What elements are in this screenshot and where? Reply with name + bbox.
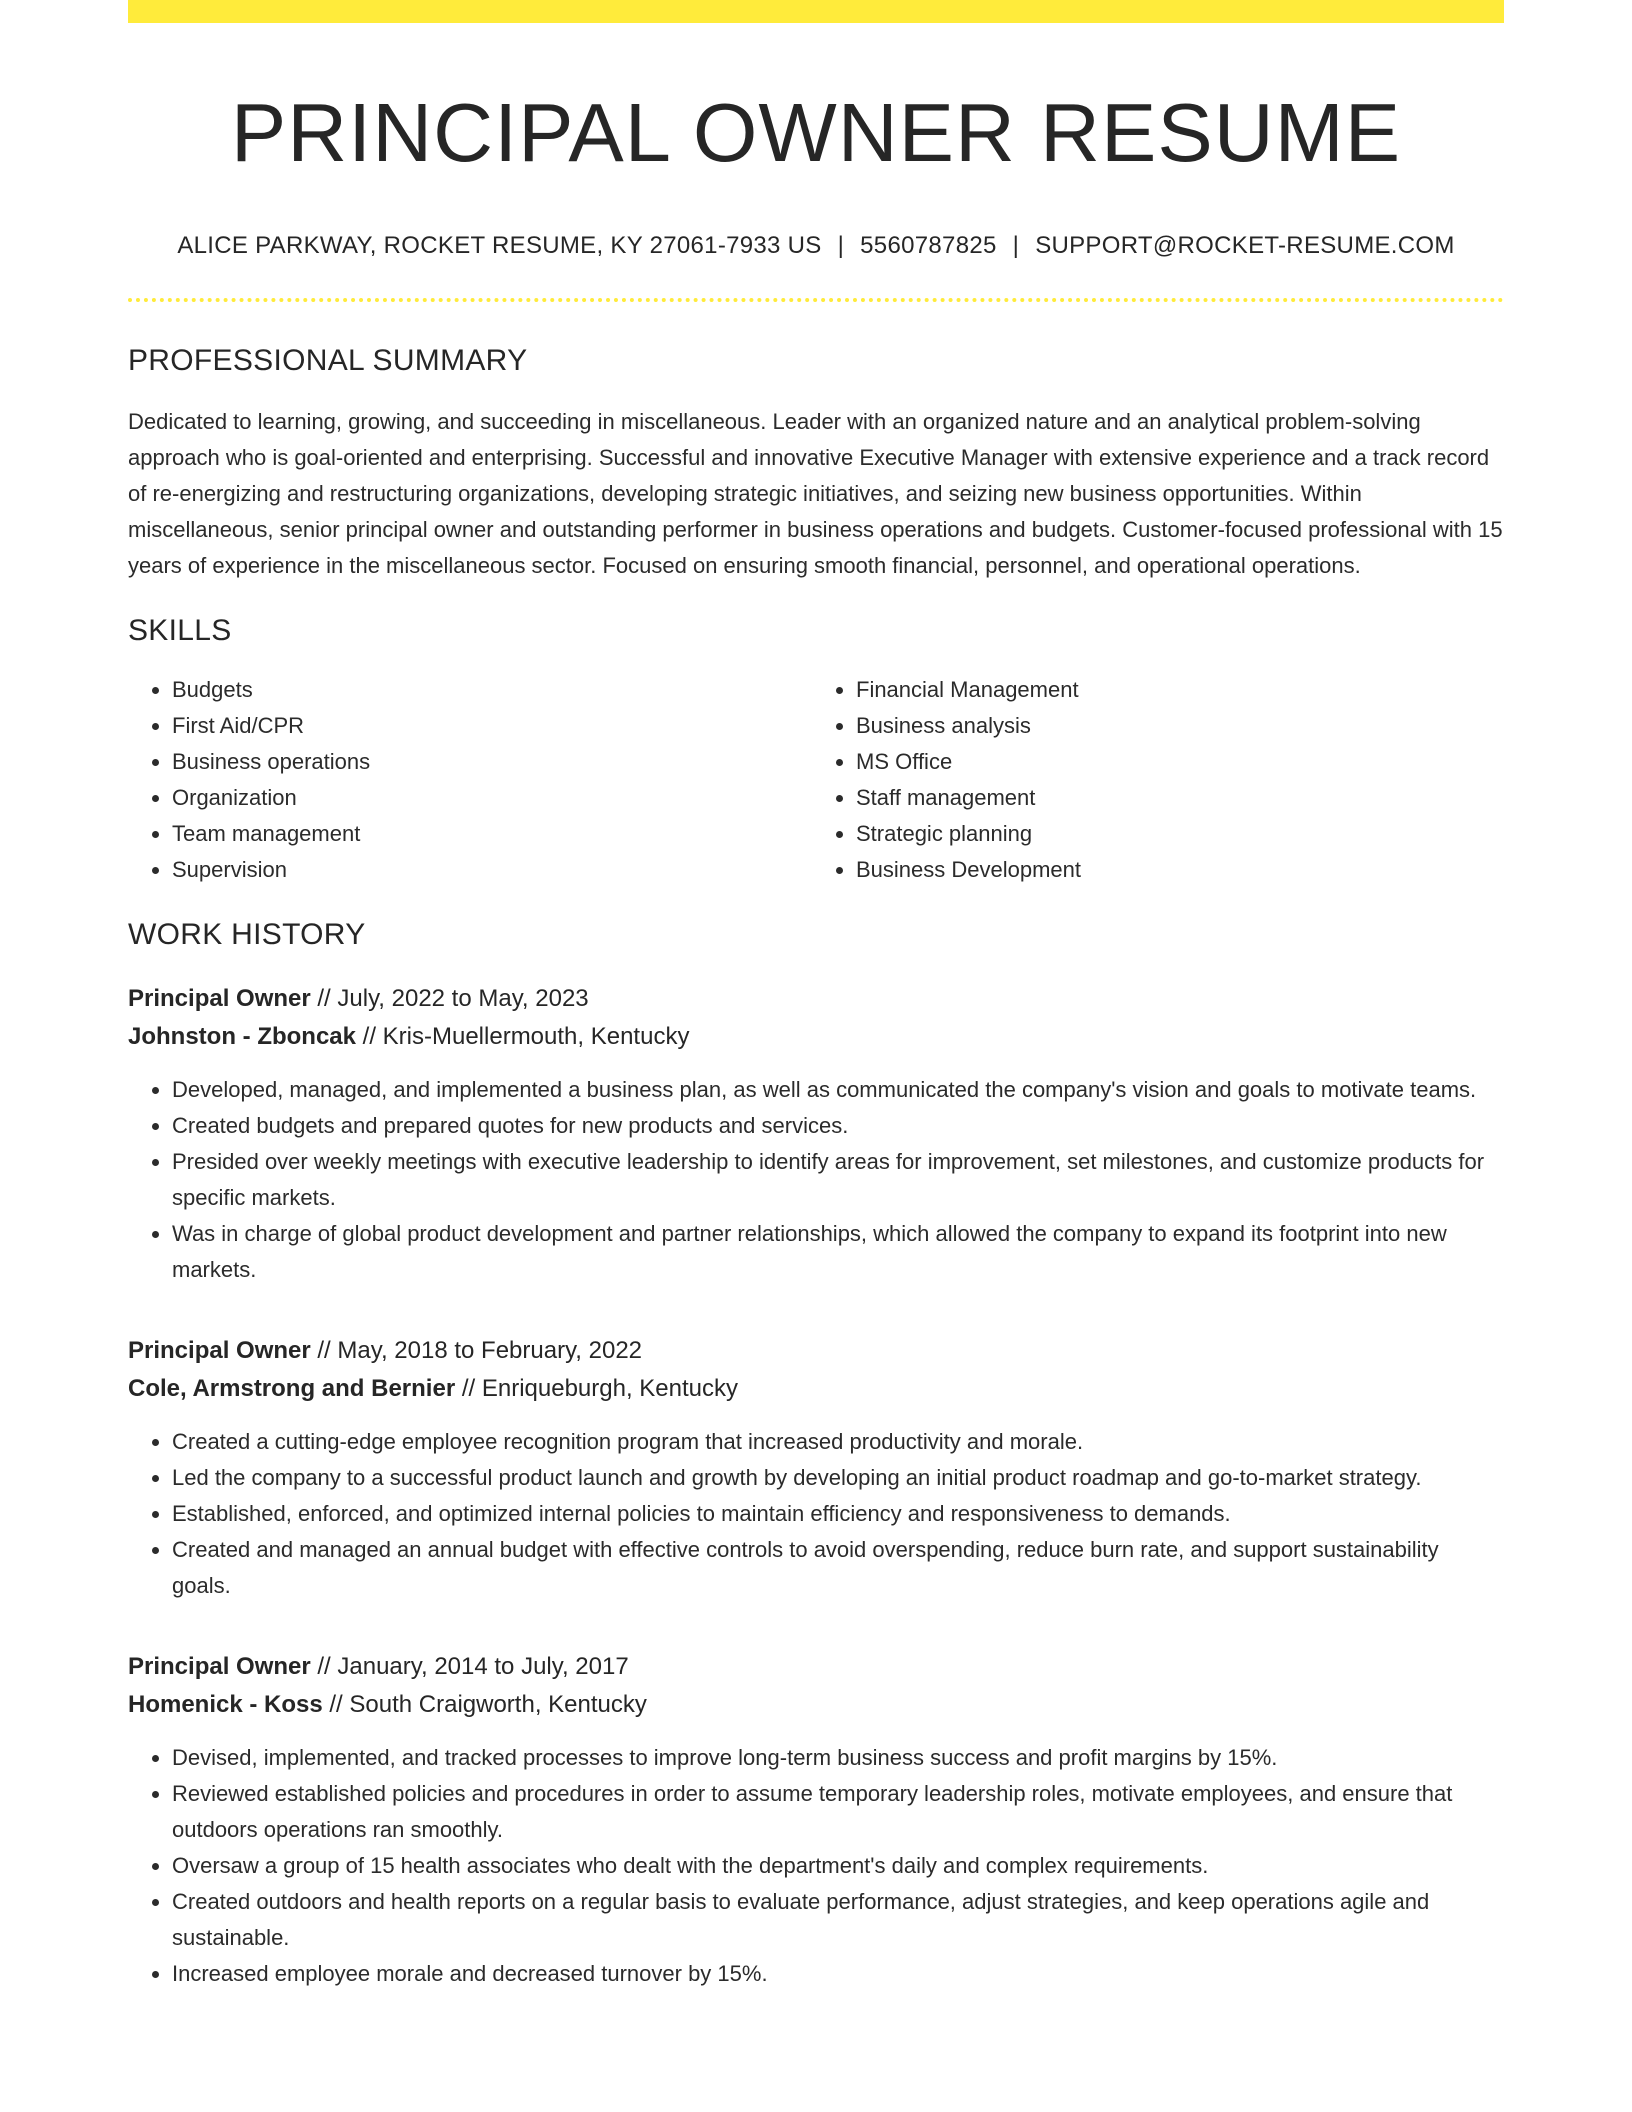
summary-text: Dedicated to learning, growing, and succeeding in miscellaneous. Leader with an organized nature and an analytical problem-solving approach who is goal-oriented and enterprising. Successful and innovative Executive Manager with extensive experience and a track record of re-energizing and restructuring organizations, developing strategic initiatives, and seizing new business opportunities. Within miscellaneous, senior principal owner and outstanding performer in business operations and budgets. Customer-focused professional with 15 years of experience in the miscellaneous sector. Focused on ensuring smooth financial, personnel, and operational operations. bbox=[128, 409, 1503, 579]
job-company: Homenick - Koss bbox=[128, 1691, 323, 1719]
job-dates: // January, 2014 to July, 2017 bbox=[310, 1653, 629, 1681]
job-role: Principal Owner bbox=[128, 1653, 311, 1681]
job-location: // Kris-Muellermouth, Kentucky bbox=[356, 1023, 690, 1051]
contact-email: SUPPORT@ROCKET-RESUME.COM bbox=[1035, 232, 1455, 260]
job-company: Johnston - Zboncak bbox=[128, 1023, 356, 1051]
work-history-heading: WORK HISTORY bbox=[128, 918, 366, 952]
job-bullet: • Increased employee morale and decreased turnover by 15%. bbox=[172, 1956, 1504, 1992]
resume-page bbox=[128, 0, 1504, 1992]
job-company-line bbox=[128, 1018, 1504, 1056]
skill-item: • Business operations bbox=[172, 744, 808, 780]
job-bullet: • Created and managed an annual budget with effective controls to avoid overspending, reduce burn rate, and support sustainability goals. bbox=[172, 1532, 1504, 1604]
job-bullet: • Reviewed established policies and procedures in order to assume temporary leadership roles, motivate employees, and ensure that outdoors operations ran smoothly. bbox=[172, 1776, 1504, 1848]
job-role-line bbox=[128, 1332, 1504, 1370]
job-bullet: • Created outdoors and health reports on a regular basis to evaluate performance, adjust strategies, and keep operations agile and sustainable. bbox=[172, 1884, 1504, 1956]
job-location: // South Craigworth, Kentucky bbox=[322, 1691, 647, 1719]
skill-item: • Budgets bbox=[172, 672, 808, 708]
contact-address: ALICE PARKWAY, ROCKET RESUME, KY 27061-7933 US bbox=[177, 232, 822, 260]
summary-heading: PROFESSIONAL SUMMARY bbox=[128, 344, 528, 378]
skill-item: • First Aid/CPR bbox=[172, 708, 808, 744]
job-entry bbox=[128, 1332, 1504, 1604]
job-dates: // July, 2022 to May, 2023 bbox=[310, 985, 589, 1013]
job-bullet: • Presided over weekly meetings with executive leadership to identify areas for improvement, set milestones, and customize products for specific markets. bbox=[172, 1144, 1504, 1216]
job-bullet: • Established, enforced, and optimized internal policies to maintain efficiency and responsiveness to demands. bbox=[172, 1496, 1504, 1532]
job-company-line bbox=[128, 1370, 1504, 1408]
skills-heading: SKILLS bbox=[128, 614, 232, 648]
job-company-line bbox=[128, 1686, 1504, 1724]
contact-line bbox=[128, 232, 1504, 260]
skills-list bbox=[128, 672, 1504, 888]
job-entry bbox=[128, 1648, 1504, 1992]
contact-phone: 5560787825 bbox=[860, 232, 997, 260]
job-dates: // May, 2018 to February, 2022 bbox=[310, 1337, 643, 1365]
job-bullet: • Developed, managed, and implemented a business plan, as well as communicated the company's vision and goals to motivate teams. bbox=[172, 1072, 1504, 1108]
job-bullet: • Led the company to a successful product launch and growth by developing an initial product roadmap and go-to-market strategy. bbox=[172, 1460, 1504, 1496]
job-company: Cole, Armstrong and Bernier bbox=[128, 1375, 456, 1403]
job-location: // Enriqueburgh, Kentucky bbox=[455, 1375, 739, 1403]
dotted-divider bbox=[128, 298, 1504, 302]
skill-item: • Financial Management bbox=[856, 672, 1488, 708]
skill-item: • Staff management bbox=[856, 780, 1488, 816]
skill-item: • Strategic planning bbox=[856, 816, 1488, 852]
job-bullet: • Was in charge of global product development and partner relationships, which allowed the company to expand its footprint into new markets. bbox=[172, 1216, 1504, 1288]
job-entry bbox=[128, 980, 1504, 1288]
skills-column-left bbox=[128, 672, 808, 888]
job-bullet: • Oversaw a group of 15 health associates who dealt with the department's daily and complex requirements. bbox=[172, 1848, 1504, 1884]
job-role: Principal Owner bbox=[128, 1337, 311, 1365]
job-role-line bbox=[128, 980, 1504, 1018]
resume-title: PRINCIPAL OWNER RESUME bbox=[230, 86, 1402, 179]
skills-column-right bbox=[808, 672, 1488, 888]
job-bullets bbox=[128, 1424, 1504, 1604]
job-bullets bbox=[128, 1072, 1504, 1288]
job-bullet: • Devised, implemented, and tracked processes to improve long-term business success and profit margins by 15%. bbox=[172, 1740, 1504, 1776]
contact-separator: | bbox=[1012, 232, 1020, 260]
skill-item: • MS Office bbox=[856, 744, 1488, 780]
skill-item: • Organization bbox=[172, 780, 808, 816]
job-role-line bbox=[128, 1648, 1504, 1686]
skill-item: • Team management bbox=[172, 816, 808, 852]
contact-separator: | bbox=[837, 232, 845, 260]
skill-item: • Business Development bbox=[856, 852, 1488, 888]
job-bullet: • Created budgets and prepared quotes for new products and services. bbox=[172, 1108, 1504, 1144]
job-role: Principal Owner bbox=[128, 985, 311, 1013]
accent-top-bar bbox=[128, 0, 1504, 23]
skill-item: • Supervision bbox=[172, 852, 808, 888]
skill-item: • Business analysis bbox=[856, 708, 1488, 744]
job-bullets bbox=[128, 1740, 1504, 1992]
job-bullet: • Created a cutting-edge employee recognition program that increased productivity and morale. bbox=[172, 1424, 1504, 1460]
